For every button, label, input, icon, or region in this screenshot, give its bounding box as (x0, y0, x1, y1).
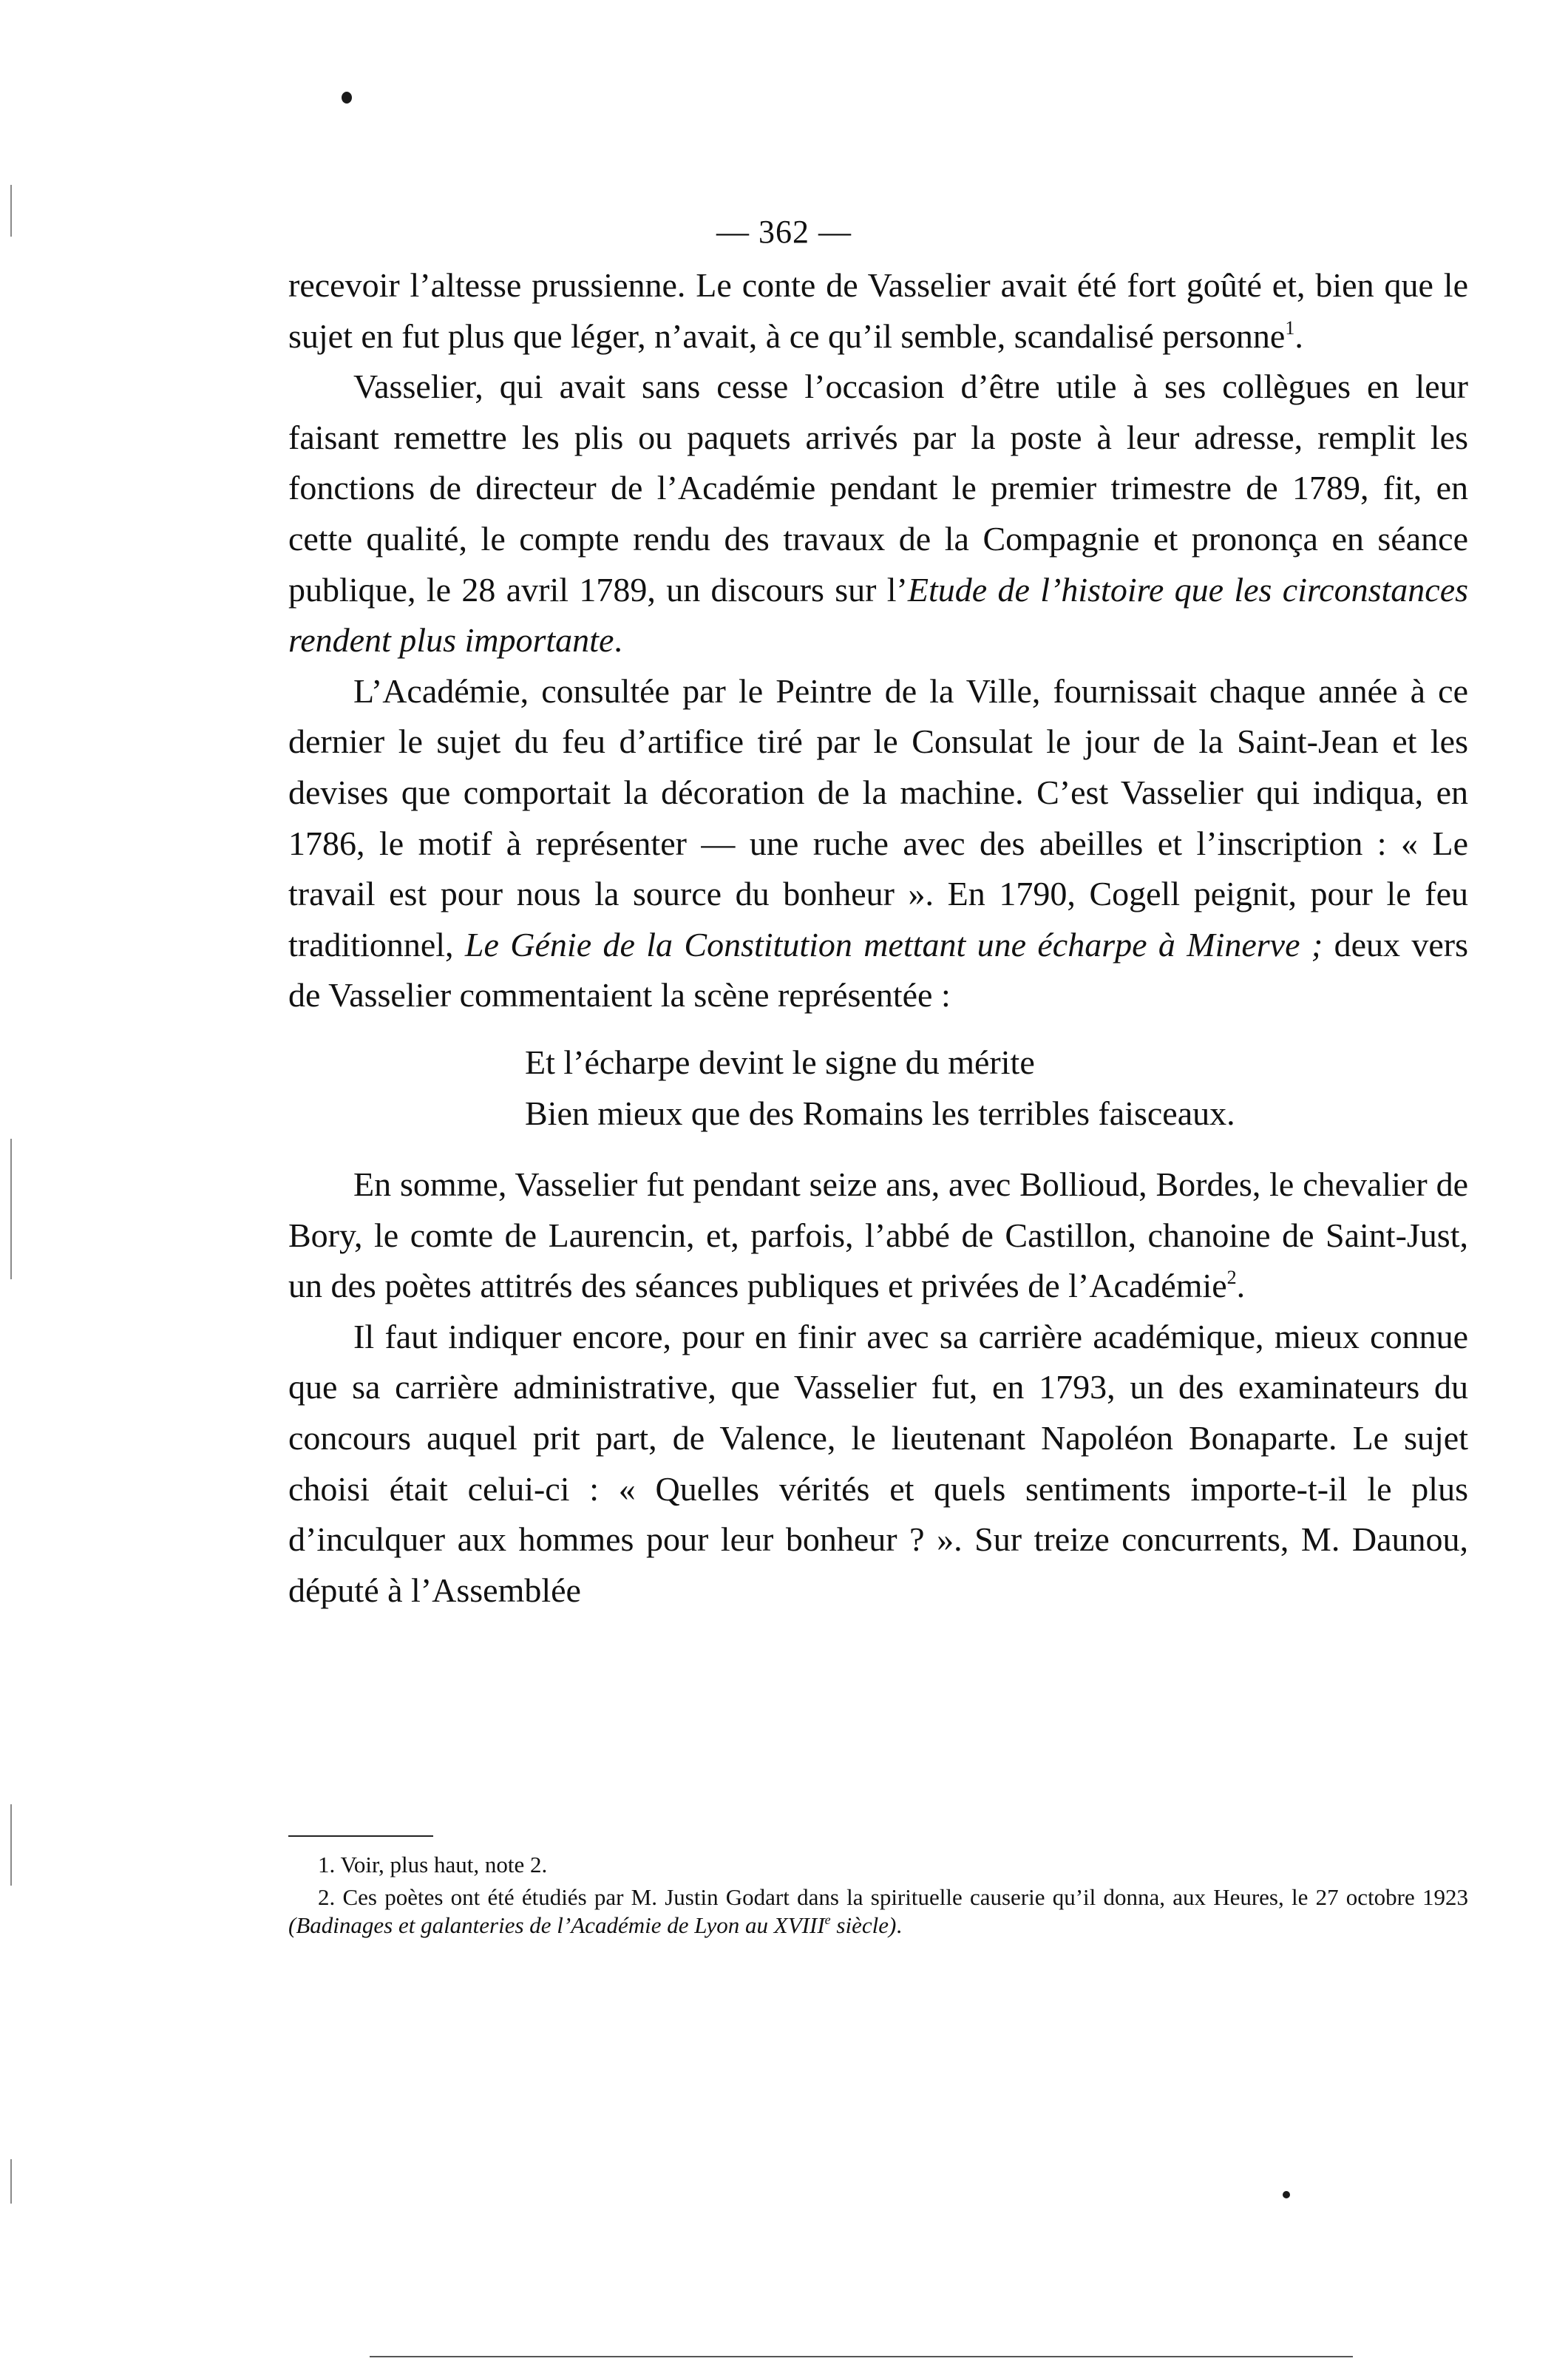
ink-dot-bottom (1283, 2191, 1290, 2198)
paragraph-1-text: recevoir l’altesse prussienne. Le conte de Vasselier avait été fort goûté et, bien que le sujet en fut plus que léger, n’avait, à ce qu’il semble, scandalisé personne (288, 266, 1468, 355)
footnote-2-citation: (Badinages et galanteries de l’Académie de Lyon au XVIIIe siècle) (288, 1912, 897, 1938)
paragraph-4-text: En somme, Vasselier fut pendant seize ans, avec Bollioud, Bordes, le chevalier de Bory, le comte de Laurencin, et, parfois, l’abbé de Castillon, chanoine de Saint-Just, un des poètes attitrés des séances publiques et privées de l’Académie (288, 1165, 1468, 1305)
paragraph-5 (288, 1312, 1468, 1616)
left-edge-mark (10, 1804, 12, 1886)
main-text (288, 260, 1468, 1616)
scan-bottom-line (370, 2356, 1353, 2357)
verse-line-1: Et l’écharpe devint le signe du mérite (525, 1043, 1035, 1081)
paragraph-3: L’Académie, consultée par le Peintre de la Ville, fournissait chaque année à ce dernier le sujet du feu d’artifice tiré par le Consulat le jour de la Saint-Jean et les devises que comportait la décoration de la machine. C’est Vasselier qui indiqua, en 1786, le motif à représenter — une ruche avec des abeilles et l’inscription : « Le travail est pour nous la source du bonheur ». En 1790, Cogell peignit, pour le feu traditionnel, Le Génie de la Constitution mettant une écharpe à Minerve ; deux vers de Vasselier commentaient la scène représentée : (288, 671, 1468, 1015)
footnote-1: 1. Voir, plus haut, note 2. (318, 1852, 548, 1877)
painting-title: Le Génie de la Constitution mettant une écharpe à Minerve ; (464, 925, 1323, 964)
left-edge-mark (10, 2159, 12, 2204)
footnote-ref-1[interactable]: 1 (1285, 316, 1295, 339)
ink-dot-top (342, 92, 352, 104)
footnotes (288, 1851, 1468, 1944)
footnote-divider (288, 1835, 433, 1837)
paragraph-2-text: Vasselier, qui avait sans cesse l’occasion d’être utile à ses collègues en leur faisant remettre les plis ou paquets arrivés par la poste à leur adresse, remplit les fonctions de directeur de l’Académie pendant le premier trimestre de 1789, fit, en cette qualité, le compte rendu des travaux de la Compagnie et prononça en séance publique, le 28 avril 1789, un discours sur l’ (288, 368, 1468, 609)
paragraph-2: Vasselier, qui avait sans cesse l’occasion d’être utile à ses collègues en leur faisant remettre les plis ou paquets arrivés par la poste à leur adresse, remplit les fonctions de directeur de l’Académie pendant le premier trimestre de 1789, fit, en cette qualité, le compte rendu des travaux de la Compagnie et prononça en séance publique, le 28 avril 1789, un discours sur l’Etude de l’histoire que les circonstances rendent plus importante. (288, 368, 1469, 660)
paragraph-3-text: L’Académie, consultée par le Peintre de la Ville, fournissait chaque année à ce dernier le sujet du feu d’artifice tiré par le Consulat le jour de la Saint-Jean et les devises que comportait la décoration de la machine. C’est Vasselier qui indiqua, en 1786, le motif à représenter — une ruche avec des abeilles et l’inscription : « Le travail est pour nous la source du bonheur ». En 1790, Cogell peignit, pour le feu traditionnel, (288, 671, 1468, 964)
left-edge-mark (10, 1139, 12, 1279)
paragraph-1: recevoir l’altesse prussienne. Le conte de Vasselier avait été fort goûté et, bien que le sujet en fut plus que léger, n’avait, à ce qu’il semble, scandalisé personne$^1$. (288, 266, 1468, 355)
verse-line-2: Bien mieux que des Romains les terribles faisceaux. (525, 1094, 1235, 1132)
page-number: — 362 — (716, 214, 852, 250)
footnote-2: 2. Ces poètes ont été étudiés par M. Justin Godart dans la spirituelle causerie qu’il donna, aux Heures, le 27 octobre 1923 (Badinages et galanteries de l’Académie de Lyon au XVIIIe siècle). (288, 1884, 1468, 1938)
verse-quote (288, 1037, 1468, 1139)
paragraph-4: En somme, Vasselier fut pendant seize ans, avec Bollioud, Bordes, le chevalier de Bory, le comte de Laurencin, et, parfois, l’abbé de Castillon, chanoine de Saint-Just, un des poètes attitrés des séances publiques et privées de l’Académie$^2$. (288, 1165, 1468, 1305)
paragraph-5-text: Il faut indiquer encore, pour en finir avec sa carrière académique, mieux connue que sa carrière administrative, que Vasselier fut, en 1793, un des examinateurs du concours auquel prit part, de Valence, le lieutenant Napoléon Bonaparte. Le sujet choisi était celui-ci : « Quelles vérités et quels sentiments importe-t-il le plus d’inculquer aux hommes pour leur bonheur ? ». Sur treize concurrents, M. Daunou, député à l’Assemblée (288, 1317, 1468, 1609)
essay-title: Etude de l’histoire que les circonstances rendent plus importante (288, 570, 1469, 660)
footnote-ref-2[interactable]: 2 (1226, 1267, 1237, 1289)
